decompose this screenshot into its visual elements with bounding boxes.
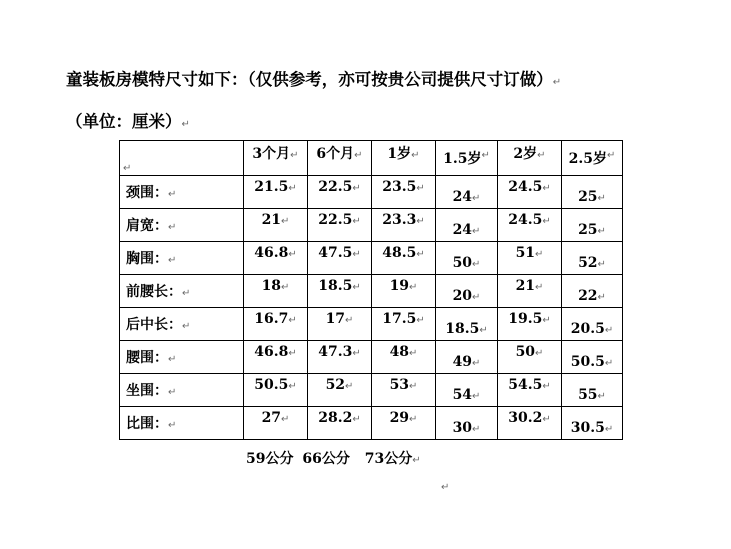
cell-value: 46.8: [254, 245, 289, 261]
paragraph-mark-icon: ↵: [542, 183, 551, 194]
cell-value: 30.5: [570, 420, 605, 436]
cell-value: 21: [515, 278, 536, 294]
column-header: [372, 141, 436, 176]
cell-value: 20.5: [570, 321, 605, 337]
paragraph-mark-icon: ↵: [441, 482, 450, 493]
value-cell: [562, 176, 623, 209]
cell-value: 50: [515, 344, 536, 360]
paragraph-mark-icon: ↵: [168, 387, 177, 398]
table-row: [120, 341, 623, 374]
cell-value: 47.3: [318, 344, 353, 360]
paragraph-mark-icon: ↵: [281, 282, 290, 293]
cell-value: 24.5: [508, 179, 543, 195]
paragraph-mark-icon: ↵: [409, 282, 418, 293]
value-cell: [436, 308, 498, 341]
cell-value: 27: [261, 410, 282, 426]
column-header-label: 6个月: [316, 146, 355, 162]
cell-value: 22.5: [318, 179, 353, 195]
value-cell: [562, 308, 623, 341]
row-label-cell: [120, 308, 244, 341]
cell-value: 19: [389, 278, 410, 294]
paragraph-mark-icon: ↵: [352, 183, 361, 194]
value-cell: [498, 242, 562, 275]
cell-value: 52: [325, 377, 346, 393]
value-cell: [436, 242, 498, 275]
column-header: [498, 141, 562, 176]
footer-height-3m: 59公分: [246, 451, 294, 467]
table-row: [120, 176, 623, 209]
paragraph-mark-icon: ↵: [290, 150, 299, 161]
cell-value: 54: [452, 387, 473, 403]
row-label: 坐围：: [126, 383, 168, 399]
value-cell: [372, 308, 436, 341]
value-cell: [436, 176, 498, 209]
value-cell: [308, 308, 372, 341]
cell-value: 18.5: [445, 321, 480, 337]
paragraph-mark-icon: ↵: [288, 348, 297, 359]
value-cell: [562, 341, 623, 374]
paragraph-mark-icon: ↵: [182, 288, 191, 299]
cell-value: 25: [578, 189, 598, 205]
cell-value: 55: [578, 387, 598, 403]
paragraph-mark-icon: ↵: [168, 354, 177, 365]
table-row: [120, 308, 623, 341]
paragraph-mark-icon: ↵: [481, 150, 490, 161]
paragraph-mark-icon: ↵: [537, 150, 546, 161]
column-header: [562, 141, 623, 176]
cell-value: 22: [578, 288, 598, 304]
paragraph-mark-icon: ↵: [472, 358, 481, 369]
value-cell: [244, 308, 308, 341]
value-cell: [244, 209, 308, 242]
column-header-label: 2.5岁: [568, 151, 607, 167]
paragraph-mark-icon: ↵: [472, 193, 481, 204]
paragraph-mark-icon: ↵: [182, 321, 191, 332]
paragraph-mark-icon: ↵: [281, 216, 290, 227]
cell-value: 30.2: [508, 410, 543, 426]
value-cell: [372, 242, 436, 275]
value-cell: [244, 176, 308, 209]
column-header: [436, 141, 498, 176]
column-header-label: 2岁: [513, 146, 538, 162]
table-header-row: [120, 141, 623, 176]
value-cell: [436, 275, 498, 308]
paragraph-mark-icon: ↵: [352, 282, 361, 293]
paragraph-mark-icon: ↵: [597, 193, 606, 204]
cell-value: 19.5: [508, 311, 543, 327]
value-cell: [308, 407, 372, 440]
table-row: [120, 275, 623, 308]
table-corner-cell: [120, 141, 244, 176]
row-label: 胸围：: [126, 251, 168, 267]
value-cell: [372, 374, 436, 407]
value-cell: [308, 242, 372, 275]
row-label-cell: [120, 242, 244, 275]
footer-heights: [246, 448, 421, 468]
value-cell: [372, 407, 436, 440]
document-title: 童装板房模特尺寸如下：（仅供参考，亦可按贵公司提供尺寸订做）↵: [66, 70, 562, 89]
cell-value: 24.5: [508, 212, 543, 228]
cell-value: 21: [261, 212, 282, 228]
paragraph-mark-icon: ↵: [416, 183, 425, 194]
paragraph-mark-icon: ↵: [535, 348, 544, 359]
value-cell: [562, 275, 623, 308]
value-cell: [498, 407, 562, 440]
paragraph-mark-icon: ↵: [288, 381, 297, 392]
column-header: [244, 141, 308, 176]
cell-value: 25: [578, 222, 598, 238]
value-cell: [498, 209, 562, 242]
cell-value: 23.3: [382, 212, 417, 228]
cell-value: 23.5: [382, 179, 417, 195]
cell-value: 18: [261, 278, 282, 294]
row-label-cell: [120, 176, 244, 209]
cell-value: 29: [389, 410, 410, 426]
row-label: 前腰长：: [126, 284, 182, 300]
row-label: 比围：: [126, 416, 168, 432]
paragraph-mark-icon: ↵: [472, 292, 481, 303]
table-row: [120, 407, 623, 440]
row-label-cell: [120, 374, 244, 407]
cell-value: 48.5: [382, 245, 417, 261]
value-cell: [372, 341, 436, 374]
cell-value: 54.5: [508, 377, 543, 393]
value-cell: [562, 374, 623, 407]
row-label-cell: [120, 275, 244, 308]
row-label: 肩宽：: [126, 218, 168, 234]
paragraph-mark-icon: ↵: [352, 414, 361, 425]
value-cell: [498, 308, 562, 341]
column-header-label: 1.5岁: [443, 151, 482, 167]
paragraph-mark-icon: ↵: [604, 358, 614, 369]
paragraph-mark-icon: ↵: [542, 216, 551, 227]
paragraph-mark-icon: ↵: [597, 259, 606, 270]
cell-value: 52: [578, 255, 598, 271]
cell-value: 48: [389, 344, 410, 360]
value-cell: [372, 275, 436, 308]
paragraph-mark-icon: ↵: [409, 348, 418, 359]
value-cell: [436, 209, 498, 242]
paragraph-mark-icon: ↵: [604, 325, 614, 336]
paragraph-mark-icon: ↵: [416, 216, 425, 227]
paragraph-mark-icon: ↵: [535, 282, 544, 293]
value-cell: [372, 176, 436, 209]
paragraph-mark-icon: ↵: [597, 292, 606, 303]
paragraph-mark-icon: ↵: [409, 414, 418, 425]
cell-value: 16.7: [254, 311, 289, 327]
paragraph-mark-icon: ↵: [181, 119, 190, 130]
value-cell: [498, 374, 562, 407]
paragraph-mark-icon: ↵: [597, 226, 606, 237]
paragraph-mark-icon: ↵: [597, 391, 606, 402]
paragraph-mark-icon: ↵: [345, 315, 354, 326]
footer-height-6m: 66公分: [302, 451, 350, 467]
paragraph-mark-icon: ↵: [288, 315, 297, 326]
cell-value: 53: [389, 377, 410, 393]
paragraph-mark-icon: ↵: [472, 391, 481, 402]
paragraph-mark-icon: ↵: [168, 255, 177, 266]
column-header-label: 1岁: [387, 146, 412, 162]
paragraph-mark-icon: ↵: [606, 150, 616, 161]
cell-value: 30: [452, 420, 473, 436]
value-cell: [244, 242, 308, 275]
paragraph-mark-icon: ↵: [542, 315, 551, 326]
value-cell: [308, 275, 372, 308]
paragraph-mark-icon: ↵: [416, 315, 425, 326]
table-row: [120, 242, 623, 275]
cell-value: 22.5: [318, 212, 353, 228]
row-label: 颈围：: [126, 185, 168, 201]
cell-value: 21.5: [254, 179, 289, 195]
row-label-cell: [120, 209, 244, 242]
paragraph-mark-icon: ↵: [123, 163, 132, 174]
paragraph-mark-icon: ↵: [352, 348, 361, 359]
cell-value: 50.5: [254, 377, 289, 393]
value-cell: [244, 341, 308, 374]
cell-value: 20: [452, 288, 473, 304]
footer-height-1y: 73公分: [364, 451, 413, 467]
paragraph-mark-icon: ↵: [409, 381, 418, 392]
value-cell: [308, 209, 372, 242]
value-cell: [436, 341, 498, 374]
paragraph-mark-icon: ↵: [472, 259, 481, 270]
value-cell: [244, 374, 308, 407]
paragraph-mark-icon: ↵: [281, 414, 290, 425]
paragraph-mark-icon: ↵: [352, 249, 361, 260]
paragraph-mark-icon: ↵: [472, 226, 481, 237]
table-row: [120, 209, 623, 242]
paragraph-mark-icon: ↵: [288, 183, 297, 194]
paragraph-mark-icon: ↵: [168, 189, 177, 200]
value-cell: [562, 209, 623, 242]
paragraph-mark-icon: ↵: [542, 381, 551, 392]
unit-note: （单位：厘米）↵: [66, 112, 190, 131]
cell-value: 24: [452, 222, 473, 238]
value-cell: [372, 209, 436, 242]
column-header-label: 3个月: [252, 146, 291, 162]
paragraph-mark-icon: ↵: [416, 249, 425, 260]
row-label: 腰围：: [126, 350, 168, 366]
paragraph-mark-icon: ↵: [168, 420, 177, 431]
row-label-cell: [120, 407, 244, 440]
paragraph-mark-icon: ↵: [479, 325, 488, 336]
paragraph-mark-icon: ↵: [542, 414, 551, 425]
column-header: [308, 141, 372, 176]
size-table: [119, 140, 623, 440]
paragraph-mark-icon: ↵: [412, 455, 421, 466]
cell-value: 17.5: [382, 311, 417, 327]
paragraph-mark-icon: ↵: [352, 216, 361, 227]
paragraph-mark-icon: ↵: [552, 77, 562, 88]
paragraph-mark-icon: ↵: [354, 150, 363, 161]
value-cell: [562, 407, 623, 440]
cell-value: 46.8: [254, 344, 289, 360]
paragraph-mark-icon: ↵: [472, 424, 481, 435]
cell-value: 18.5: [318, 278, 353, 294]
cell-value: 50.5: [570, 354, 605, 370]
value-cell: [562, 242, 623, 275]
paragraph-mark-icon: ↵: [535, 249, 544, 260]
cell-value: 24: [452, 189, 473, 205]
row-label-cell: [120, 341, 244, 374]
value-cell: [308, 374, 372, 407]
value-cell: [498, 341, 562, 374]
cell-value: 47.5: [318, 245, 353, 261]
paragraph-mark-icon: ↵: [345, 381, 354, 392]
cell-value: 49: [452, 354, 473, 370]
paragraph-mark-icon: ↵: [288, 249, 297, 260]
value-cell: [436, 374, 498, 407]
paragraph-mark-icon: ↵: [168, 222, 177, 233]
value-cell: [498, 176, 562, 209]
value-cell: [308, 176, 372, 209]
cell-value: 28.2: [318, 410, 353, 426]
table-row: [120, 374, 623, 407]
cell-value: 51: [515, 245, 536, 261]
row-label: 后中长：: [126, 317, 182, 333]
paragraph-mark-icon: ↵: [604, 424, 614, 435]
cell-value: 50: [452, 255, 473, 271]
value-cell: [308, 341, 372, 374]
value-cell: [244, 407, 308, 440]
paragraph-mark-icon: ↵: [411, 150, 420, 161]
value-cell: [244, 275, 308, 308]
cell-value: 17: [325, 311, 346, 327]
value-cell: [498, 275, 562, 308]
value-cell: [436, 407, 498, 440]
